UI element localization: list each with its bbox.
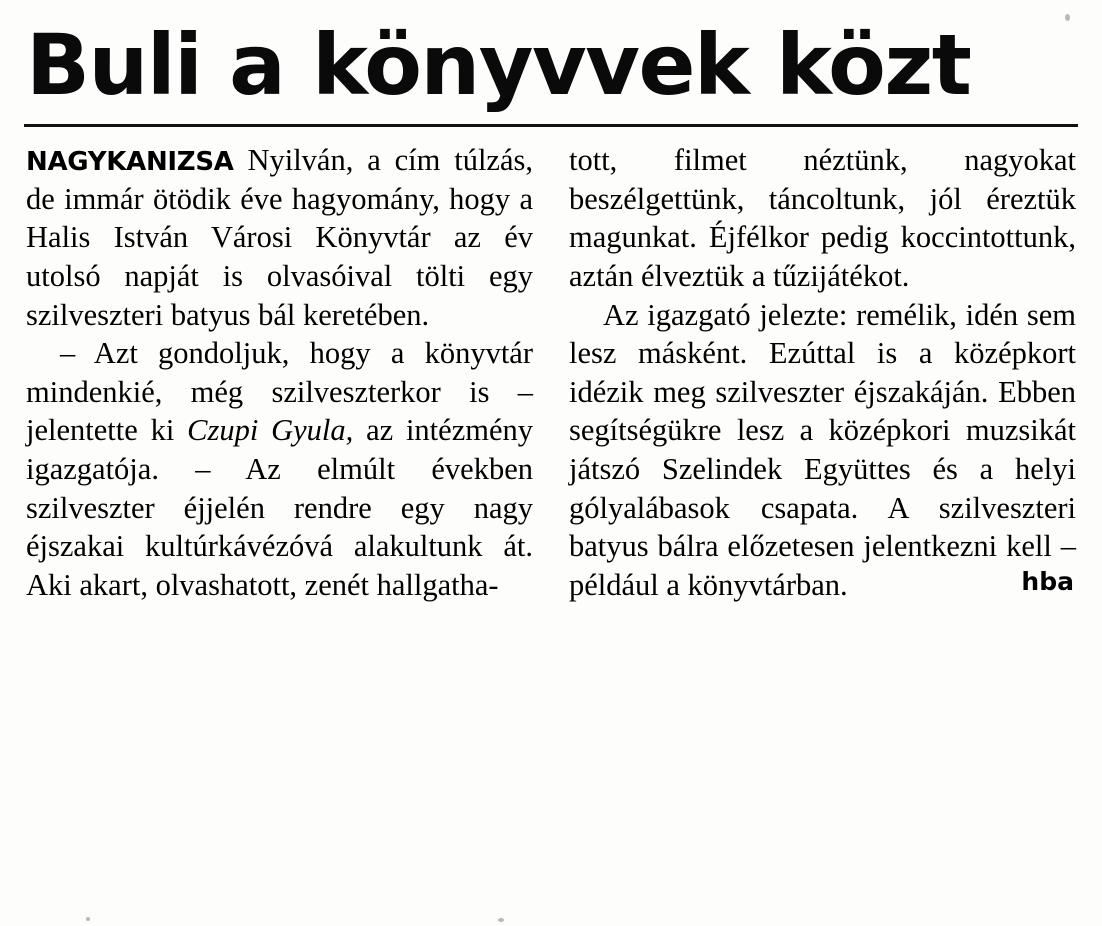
column-right [569,141,1076,604]
paper-speck [86,917,90,921]
author-signature: hba [1021,567,1074,597]
paper-speck [498,918,504,922]
paper-speck [1065,14,1070,21]
paragraph-closing: Az igazgató jelezte: remélik, idén sem lesz másként. Ezúttal is a középkort idézik meg szilveszter éjszakáján. Ebben segítségükre lesz a középkori muzsikát játszó Szelindek Együttes és a helyi gólyalábasok csapata. A szilveszteri batyus bálra előzetesen jelentkezni kell – például a könyvtárban. [569,297,1076,602]
person-name: Czupi Gyula, [187,413,354,448]
paragraph-lead-text: Nyilván, a cím túlzás, de immár ötödik éve hagyomány, hogy a Halis István Városi Könyvtár az év utolsó napját is olvasóival tölti egy szilveszteri batyus bál keretében. [26,143,533,332]
dateline-kicker: NAGYKANIZSA [26,147,234,178]
paragraph-quote-part1: – Azt gondoljuk, hogy a könyvtár mindenkié, még szilveszterkor is – jelentette ki [26,336,533,448]
paragraph-quote [26,334,533,604]
paragraph-quote-part2: az intézmény igazgatója. – Az elmúlt években szilveszter éjjelén rendre egy nagy éjszakai kultúrkávézóvá alakultunk át. Aki akart, olvashatott, zenét hallgatha- [26,413,533,602]
paragraph-continuation: tott, filmet néztünk, nagyokat beszélgettünk, táncoltunk, jól éreztük magunkat. Éjfélkor pedig koccintottunk, aztán élveztük a tűzijátékot. [569,143,1076,294]
page-title: Buli a könyvvek közt [26,16,971,114]
paragraph-lead [26,141,533,334]
article-body [22,141,1080,604]
column-left [26,141,533,604]
headline-divider [24,124,1078,127]
